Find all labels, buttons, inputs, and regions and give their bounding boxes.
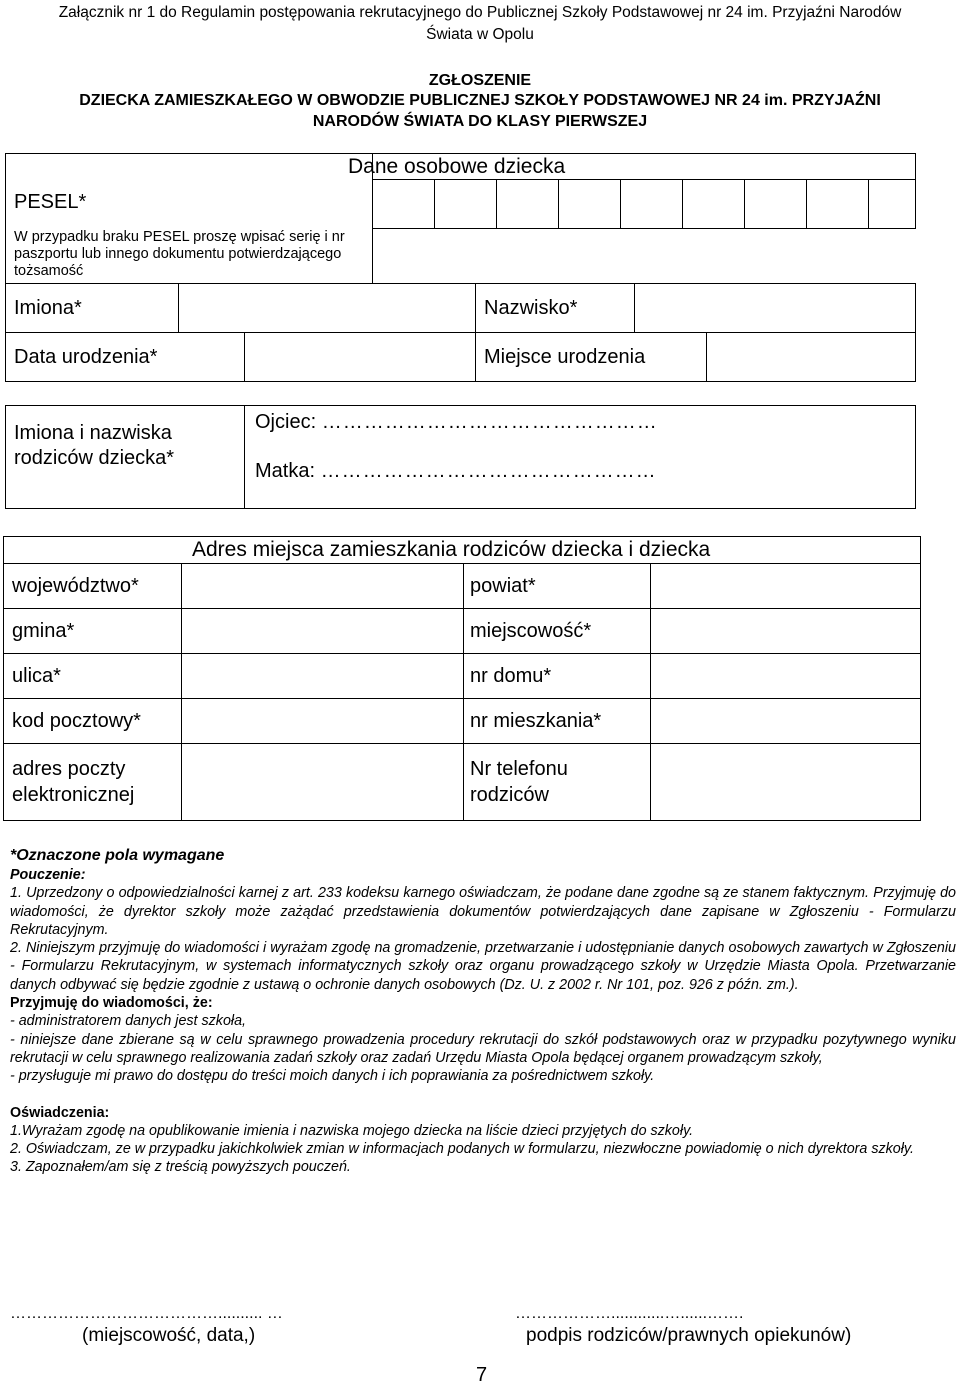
pesel-digit-box[interactable] xyxy=(558,179,621,229)
father-label: Ojciec: xyxy=(255,411,317,433)
birth-place-label: Miejsce urodzenia xyxy=(484,346,646,368)
locality-label: miejscowość* xyxy=(470,620,592,642)
locality-field[interactable] xyxy=(650,608,921,654)
first-names-field[interactable] xyxy=(178,283,476,333)
voivodeship-label: województwo* xyxy=(12,575,139,597)
required-fields-note xyxy=(10,846,224,866)
postal-code-label: kod pocztowy* xyxy=(12,710,141,732)
father-dots: ………………………………………… xyxy=(321,411,658,433)
birth-date-label: Data urodzenia* xyxy=(14,346,158,368)
required-note-text: *Oznaczone pola wymagane xyxy=(10,847,225,864)
ack-item-3: - przysługuje mi prawo do dostępu do treści moich danych i ich poprawiania za pośrednictwem szkoły. xyxy=(10,1068,655,1085)
pesel-digit-box[interactable] xyxy=(620,179,683,229)
child-data-heading: Dane osobowe dziecka xyxy=(348,155,566,178)
pouczenie-paragraph-1 xyxy=(10,884,956,939)
father-line xyxy=(255,410,658,435)
pouczenie-paragraph-2 xyxy=(10,939,956,994)
notes-block xyxy=(10,866,956,1177)
house-no-label: nr domu* xyxy=(470,665,552,687)
birth-place-field[interactable] xyxy=(706,332,916,382)
county-label: powiat* xyxy=(470,575,536,597)
page-number: 7 xyxy=(476,1364,488,1386)
phone-label-cell xyxy=(463,743,651,821)
signature-dots: ………………............…......……. xyxy=(515,1305,744,1322)
pesel-digit-box[interactable] xyxy=(868,179,916,229)
surname-label: Nazwisko* xyxy=(484,297,578,319)
pesel-digit-box[interactable] xyxy=(496,179,559,229)
place-date-dots: ………………………………….......... … xyxy=(10,1305,283,1322)
commune-label: gmina* xyxy=(12,620,75,642)
pesel-digit-box[interactable] xyxy=(434,179,497,229)
pesel-digit-box[interactable] xyxy=(372,179,435,229)
pouczenie-p2b-text: Przetwarzanie danych odbywać się będzie zgodnie z ustawą o ochronie danych osobowych (Dz. U. z 2002 r. Nr 101, poz. 926 z późn. zm.). xyxy=(10,958,956,993)
mother-line xyxy=(255,459,657,484)
pouczenie-p1b-text: Przyjmuję do wiadomości, że dyrektor szkoły może zażądać przedstawienia dokumentów potwierdzających dane zapisane w Zgłoszeniu - Formularzu Rekrutacyjnym. xyxy=(10,885,956,938)
form-title: ZGŁOSZENIE xyxy=(428,72,532,89)
pouczenie-heading: Pouczenie: xyxy=(10,867,86,883)
birth-date-field[interactable] xyxy=(244,332,476,382)
email-label-line2: elektronicznej xyxy=(12,784,135,806)
house-no-field[interactable] xyxy=(650,653,921,699)
ack-item-1: - administratorem danych jest szkoła, xyxy=(10,1013,246,1030)
attachment-header-line1: Załącznik nr 1 do Regulamin postępowania rekrutacyjnego do Publicznej Szkoły Podstawowej nr 24 im. Przyjaźni Narodów xyxy=(58,4,902,21)
declaration-1: 1.Wyrażam zgodę na opublikowanie imienia i nazwiska mojego dziecka na liście dzieci przyjętych do szkoły. xyxy=(10,1122,694,1139)
pesel-digit-box[interactable] xyxy=(682,179,745,229)
flat-no-label: nr mieszkania* xyxy=(470,710,602,732)
form-subtitle-line2: NARODÓW ŚWIATA DO KLASY PIERWSZEJ xyxy=(312,113,648,130)
street-label: ulica* xyxy=(12,665,61,687)
postal-code-field[interactable] xyxy=(181,698,464,744)
mother-dots: ………………………………………… xyxy=(320,460,657,482)
phone-field[interactable] xyxy=(650,743,921,821)
ack-heading: Przyjmuję do wiadomości, że: xyxy=(10,995,213,1012)
parents-label-line2: rodziców dziecka* xyxy=(14,447,175,469)
email-label-cell xyxy=(3,743,182,821)
county-field[interactable] xyxy=(650,563,921,609)
flat-no-field[interactable] xyxy=(650,698,921,744)
pouczenie-p1-text: 1. Uprzedzony o odpowiedzialności karnej z art. 233 kodeksu karnego oświadczam, że podane dane zgodne są ze stanem faktycznym. xyxy=(10,885,870,902)
ack-item-2: - niniejsze dane zbierane są w celu sprawnego prowadzenia procedury rekrutacji do szkół podstawowych oraz w przypadku pozytywnego wyniku rekrutacji w celu sprawnego realizowania zadań szkoły oraz zadań Urzędu Miasta Opola będącej organem prowadzącym szkoły, xyxy=(10,1031,956,1066)
mother-label: Matka: xyxy=(255,460,316,482)
parents-label-line1: Imiona i nazwiska xyxy=(14,422,172,444)
voivodeship-field[interactable] xyxy=(181,563,464,609)
place-date-caption: (miejscowość, data,) xyxy=(82,1325,256,1346)
address-heading: Adres miejsca zamieszkania rodziców dziecka i dziecka xyxy=(192,538,711,561)
pouczenie-p2a-text: 2. Niniejszym przyjmuję do wiadomości i wyrażam zgodę na gromadzenie, przetwarzanie i udostępnianie danych osobowych zawartych w Zgłoszeniu - Formularzu Rekrutacyjnym, w systemach informatycznych szkoły oraz organu prowadzącego szkoły w Urzędzie Miasta Opola. xyxy=(10,940,956,975)
first-names-label: Imiona* xyxy=(14,297,82,319)
signature-caption: podpis rodziców/prawnych opiekunów) xyxy=(526,1325,852,1346)
phone-label-line2: rodziców xyxy=(470,784,549,806)
declarations-heading: Oświadczenia: xyxy=(10,1104,110,1121)
email-label-line1: adres poczty xyxy=(12,758,126,780)
phone-label-line1: Nr telefonu xyxy=(470,758,568,780)
surname-field[interactable] xyxy=(634,283,916,333)
pesel-digit-box[interactable] xyxy=(744,179,807,229)
street-field[interactable] xyxy=(181,653,464,699)
form-subtitle-line1: DZIECKA ZAMIESZKAŁEGO W OBWODZIE PUBLICZNEJ SZKOŁY PODSTAWOWEJ NR 24 im. PRZYJAŹNI xyxy=(79,92,881,109)
declaration-2: 2. Oświadczam, ze w przypadku jakichkolwiek zmian w informacjach podanych w formularzu, niezwłoczne powiadomię o nich dyrektora szkoły. xyxy=(10,1141,914,1158)
pesel-note: W przypadku braku PESEL proszę wpisać serię i nr paszportu lub innego dokumentu potwierdzającego tożsamość xyxy=(14,229,345,279)
pesel-label: PESEL* xyxy=(14,191,87,213)
email-field[interactable] xyxy=(181,743,464,821)
declaration-3: 3. Zapoznałem/am się z treścią powyższych pouczeń. xyxy=(10,1159,351,1176)
attachment-header-line2: Świata w Opolu xyxy=(426,26,534,43)
pesel-digit-box[interactable] xyxy=(806,179,869,229)
commune-field[interactable] xyxy=(181,608,464,654)
